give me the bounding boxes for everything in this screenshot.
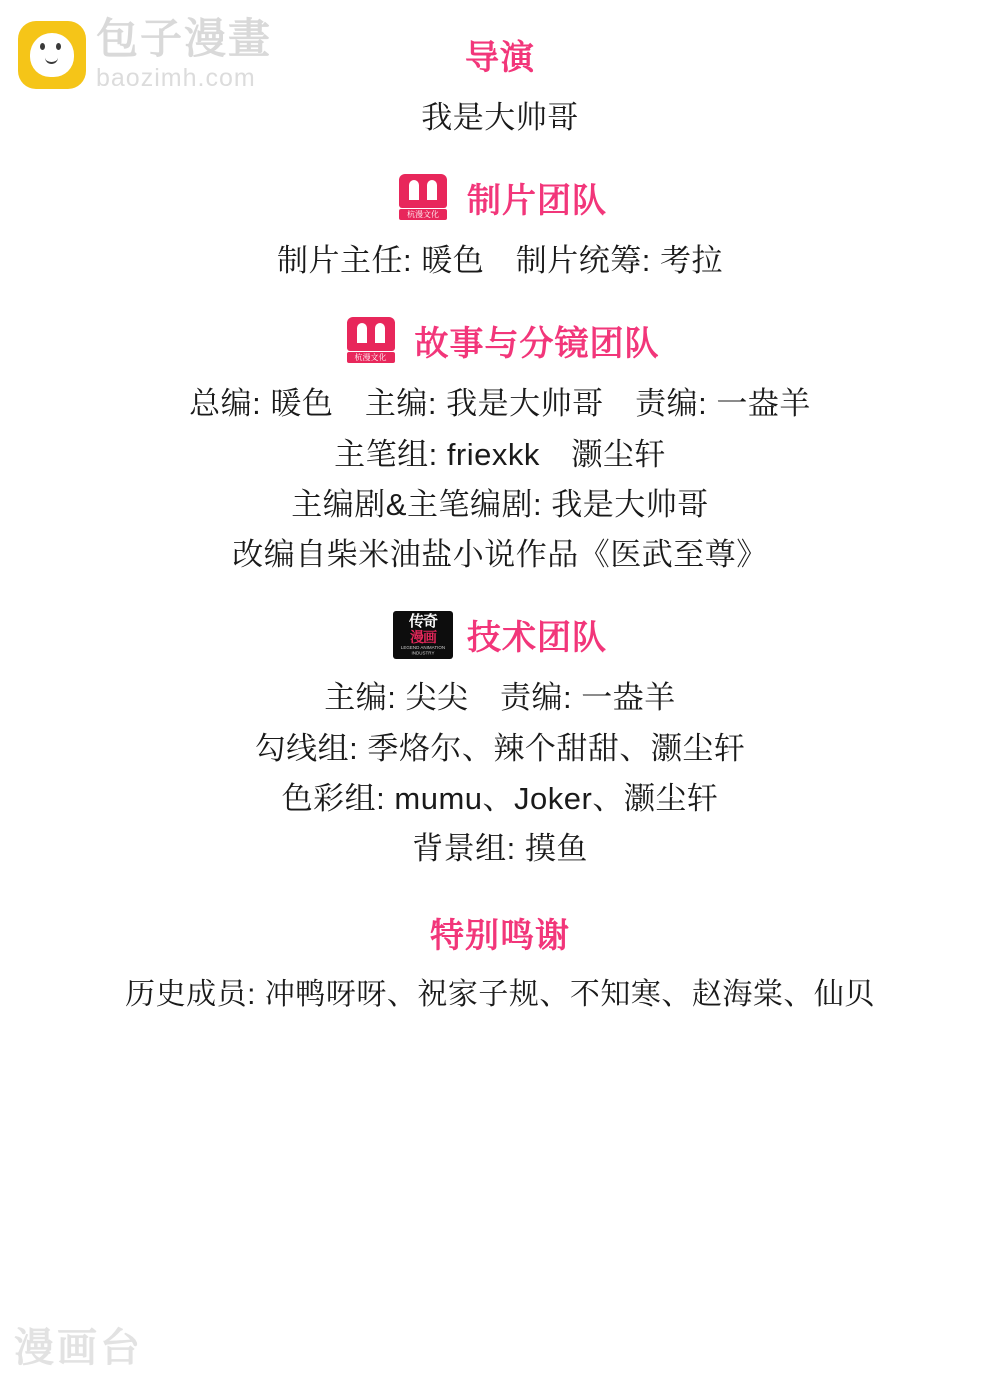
section-title-production: 制片团队	[467, 182, 607, 221]
section-technical	[0, 610, 1000, 874]
section-title-director: 导演	[465, 39, 535, 77]
section-header-technical	[0, 610, 1000, 659]
watermark-brand-en: baozimh.com	[96, 64, 256, 92]
hangzhou-logo-label: 杭漫文化	[399, 209, 447, 220]
watermark-brand-cn: 包子漫畫	[96, 15, 273, 62]
credit-line: 改编自柴米油盐小说作品《医武至尊》	[232, 537, 768, 573]
section-title-thanks: 特别鸣谢	[430, 917, 570, 956]
chuanqi-manhua-logo-icon	[393, 611, 453, 659]
chuanqi-logo-line2: 漫画	[410, 628, 436, 645]
hangzhou-logo-label: 杭漫文化	[347, 352, 395, 363]
credit-line: 主编: 尖尖 责编: 一盎羊	[324, 680, 676, 716]
hangzhou-logo-shield	[347, 317, 395, 351]
chuanqi-logo-line1: 传奇	[408, 612, 437, 630]
credit-line: 主编剧&主笔编剧: 我是大帅哥	[291, 486, 709, 522]
hangzhou-logo-shield	[399, 174, 447, 208]
section-title-story: 故事与分镜团队	[414, 325, 660, 364]
hangzhou-culture-logo-icon	[341, 317, 401, 365]
credit-line: 背景组: 摸鱼	[412, 830, 588, 866]
credit-line: 总编: 暖色 主编: 我是大帅哥 责编: 一盎羊	[189, 386, 811, 422]
bottom-watermark: 漫画台	[14, 1326, 143, 1370]
section-thanks	[0, 908, 1000, 1020]
hangzhou-culture-logo-icon	[393, 174, 453, 222]
credit-line: 勾线组: 季烙尔、辣个甜甜、灏尘轩	[254, 730, 746, 766]
credit-line: 我是大帅哥	[421, 100, 579, 135]
credit-line: 制片主任: 暖色 制片统筹: 考拉	[277, 243, 723, 279]
section-production	[0, 173, 1000, 286]
chuanqi-logo-en: LEGEND ANIMATION INDUSTRY	[400, 645, 446, 657]
credit-line: 色彩组: mumu、Joker、灏尘轩	[281, 780, 719, 816]
section-title-technical: 技术团队	[467, 619, 607, 658]
section-director	[0, 30, 1000, 143]
section-header-production	[0, 173, 1000, 222]
section-header-story	[0, 316, 1000, 365]
section-story	[0, 316, 1000, 580]
credit-line: 主笔组: friexkk 灏尘轩	[334, 436, 666, 472]
credit-line: 历史成员: 冲鸭呀呀、祝家子规、不知寒、赵海棠、仙贝	[125, 978, 875, 1012]
